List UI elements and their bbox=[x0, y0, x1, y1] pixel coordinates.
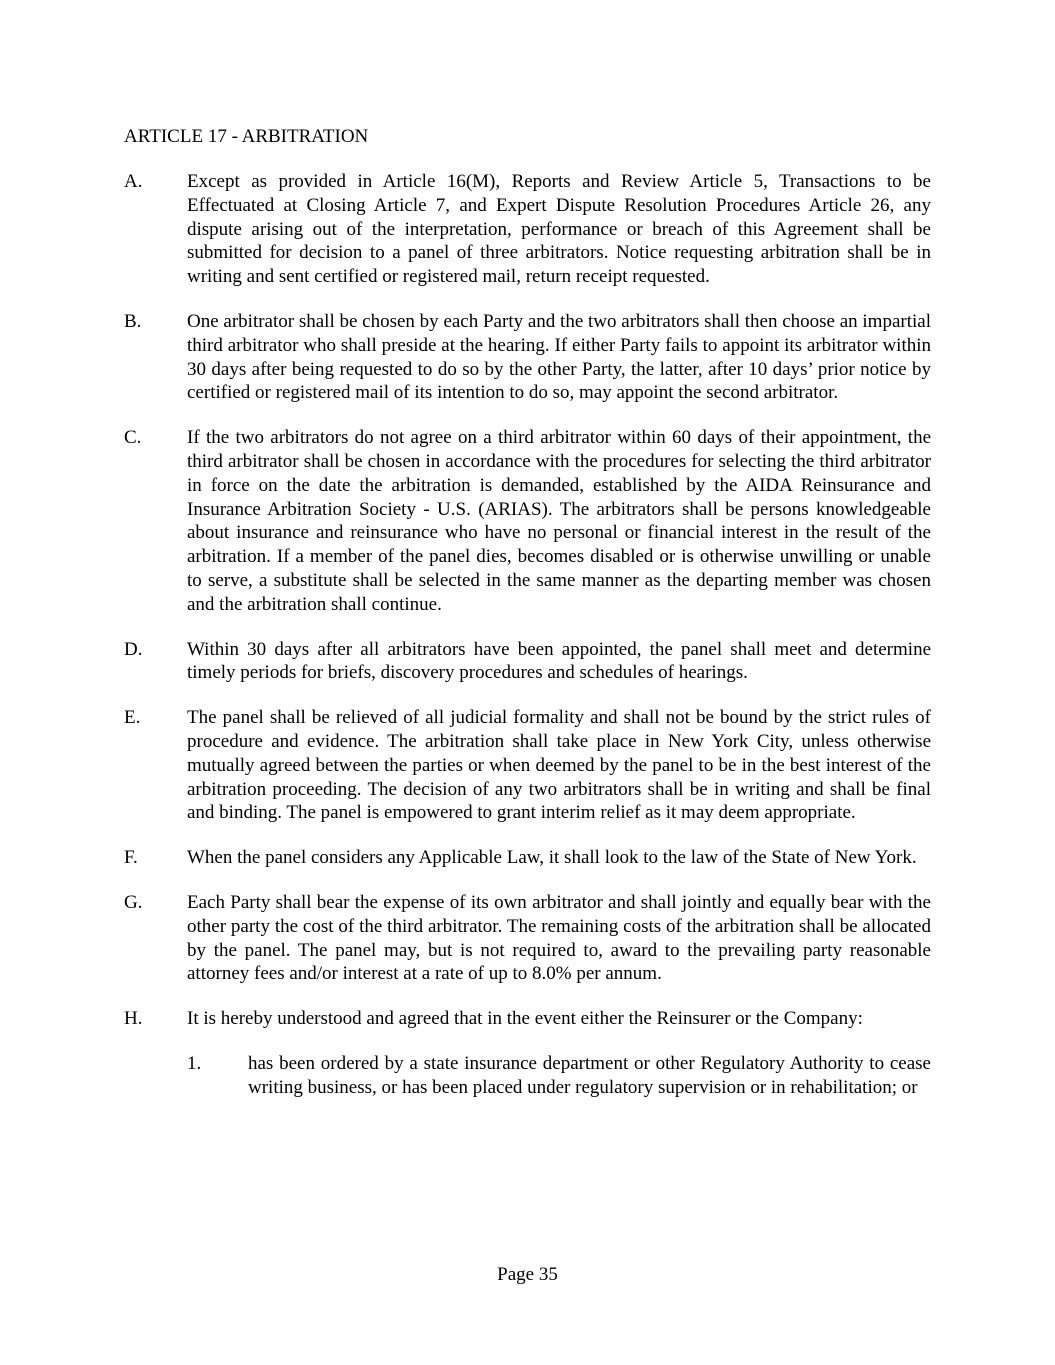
sub-item-1 bbox=[124, 1052, 931, 1100]
paragraph-text: The panel shall be relieved of all judicial formality and shall not be bound by the strict rules of procedure and evidence. The arbitration shall take place in New York City, unless otherwise mutually agreed between the parties or when deemed by the panel to be in the best interest of the arbitration proceeding. The decision of any two arbitrators shall be in writing and shall be final and binding. The panel is empowered to grant interim relief as it may deem appropriate. bbox=[187, 707, 931, 824]
paragraph-a bbox=[124, 170, 931, 289]
paragraph-d bbox=[124, 638, 931, 686]
paragraph-c bbox=[124, 426, 931, 616]
paragraph-b bbox=[124, 310, 931, 405]
paragraph-text: One arbitrator shall be chosen by each Party and the two arbitrators shall then choose an impartial third arbitrator who shall preside at the hearing. If either Party fails to appoint its arbitrator within 30 days after being requested to do so by the other Party, the latter, after 10 days’ prior notice by certified or registered mail of its intention to do so, may appoint the second arbitrator. bbox=[187, 310, 931, 404]
paragraph-text: It is hereby understood and agreed that in the event either the Reinsurer or the Company: bbox=[187, 1008, 863, 1030]
paragraph-marker: E. bbox=[124, 707, 141, 729]
article-heading: ARTICLE 17 - ARBITRATION bbox=[124, 126, 369, 147]
paragraph-g bbox=[124, 891, 931, 986]
article-body bbox=[124, 170, 931, 1100]
sub-item-marker: 1. bbox=[187, 1052, 202, 1074]
paragraph-marker: H. bbox=[124, 1008, 143, 1030]
paragraph-marker: B. bbox=[124, 310, 142, 332]
paragraph-marker: C. bbox=[124, 427, 142, 449]
paragraph-f bbox=[124, 846, 931, 870]
paragraph-text: When the panel considers any Applicable Law, it shall look to the law of the State of New York. bbox=[187, 847, 917, 869]
paragraph-e bbox=[124, 706, 931, 825]
paragraph-h bbox=[124, 1007, 931, 1031]
paragraph-marker: G. bbox=[124, 891, 143, 913]
paragraph-text: If the two arbitrators do not agree on a third arbitrator within 60 days of their appointment, the third arbitrator shall be chosen in accordance with the procedures for selecting the third arbitrator in force on the date the arbitration is demanded, established by the AIDA Reinsurance and Insurance Arbitration Society - U.S. (ARIAS). The arbitrators shall be persons knowledgeable about insurance and reinsurance who have no personal or financial interest in the result of the arbitration. If a member of the panel dies, becomes disabled or is otherwise unwilling or unable to serve, a substitute shall be selected in the same manner as the departing member was chosen and the arbitration shall continue. bbox=[187, 427, 931, 615]
paragraph-marker: A. bbox=[124, 171, 143, 192]
paragraph-marker: F. bbox=[124, 847, 138, 869]
paragraph-text: Except as provided in Article 16(M), Reports and Review Article 5, Transactions to be Effectuated at Closing Article 7, and Expert Dispute Resolution Procedures Article 26, any dispute arising out of the interpretation, performance or breach of this Agreement shall be submitted for decision to a panel of three arbitrators. Notice requesting arbitration shall be in writing and sent certified or registered mail, return receipt requested. bbox=[187, 171, 931, 288]
paragraph-text: Within 30 days after all arbitrators have been appointed, the panel shall meet and determine timely periods for briefs, discovery procedures and schedules of hearings. bbox=[187, 638, 931, 684]
paragraph-text: Each Party shall bear the expense of its own arbitrator and shall jointly and equally bear with the other party the cost of the third arbitrator. The remaining costs of the arbitration shall be allocated by the panel. The panel may, but is not required to, award to the prevailing party reasonable attorney fees and/or interest at a rate of up to 8.0% per annum. bbox=[187, 891, 931, 985]
page-number: Page 35 bbox=[497, 1264, 558, 1285]
paragraph-marker: D. bbox=[124, 638, 143, 660]
sub-item-text: has been ordered by a state insurance department or other Regulatory Authority to cease writing business, or has been placed under regulatory supervision or in rehabilitation; or bbox=[248, 1052, 931, 1098]
